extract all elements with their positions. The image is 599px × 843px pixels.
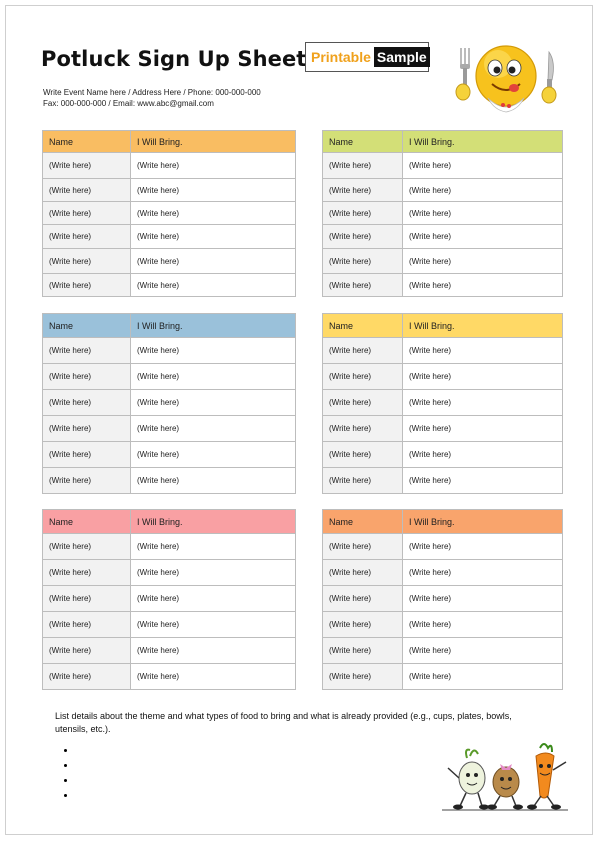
table-row: [43, 274, 296, 297]
table-row: [323, 664, 563, 690]
table-row: [43, 534, 296, 560]
table-row: [323, 560, 563, 586]
name-cell[interactable]: (Write here): [323, 416, 403, 442]
bring-cell[interactable]: (Write here): [403, 274, 563, 297]
name-cell[interactable]: (Write here): [323, 338, 403, 364]
bring-cell[interactable]: (Write here): [403, 560, 563, 586]
dancing-vegetables-icon: [440, 740, 572, 815]
bring-cell[interactable]: (Write here): [131, 468, 296, 494]
header-i-will-bring: I Will Bring.: [403, 131, 563, 153]
table-header-row: [323, 510, 563, 534]
table-row: [323, 442, 563, 468]
table-row: [323, 364, 563, 390]
bring-cell[interactable]: (Write here): [131, 364, 296, 390]
table-row: [43, 364, 296, 390]
bring-cell[interactable]: (Write here): [403, 202, 563, 225]
name-cell[interactable]: (Write here): [323, 638, 403, 664]
carrot-icon: [527, 744, 566, 810]
bring-cell[interactable]: (Write here): [131, 638, 296, 664]
bring-cell[interactable]: (Write here): [131, 534, 296, 560]
bring-cell[interactable]: (Write here): [131, 179, 296, 202]
bring-cell[interactable]: (Write here): [403, 390, 563, 416]
bring-cell[interactable]: (Write here): [131, 338, 296, 364]
name-cell[interactable]: (Write here): [323, 468, 403, 494]
table-row: [323, 586, 563, 612]
name-cell[interactable]: (Write here): [43, 364, 131, 390]
name-cell[interactable]: (Write here): [323, 202, 403, 225]
name-cell[interactable]: (Write here): [323, 534, 403, 560]
bring-cell[interactable]: (Write here): [131, 586, 296, 612]
table-header-row: [323, 131, 563, 153]
name-cell[interactable]: (Write here): [43, 534, 131, 560]
bullet-list: [62, 743, 76, 803]
table-row: [323, 274, 563, 297]
header-name: Name: [323, 314, 403, 338]
table-row: [323, 612, 563, 638]
bring-cell[interactable]: (Write here): [403, 468, 563, 494]
header-name: Name: [43, 314, 131, 338]
name-cell[interactable]: (Write here): [43, 153, 131, 179]
name-cell[interactable]: (Write here): [323, 364, 403, 390]
bring-cell[interactable]: (Write here): [403, 534, 563, 560]
onion-icon: [448, 750, 489, 810]
bring-cell[interactable]: (Write here): [403, 586, 563, 612]
name-cell[interactable]: (Write here): [43, 249, 131, 274]
table-row: [323, 468, 563, 494]
name-cell[interactable]: (Write here): [43, 416, 131, 442]
name-cell[interactable]: (Write here): [43, 442, 131, 468]
table-row: [323, 638, 563, 664]
table-row: [43, 202, 296, 225]
bring-cell[interactable]: (Write here): [403, 638, 563, 664]
name-cell[interactable]: (Write here): [43, 179, 131, 202]
name-cell[interactable]: (Write here): [323, 586, 403, 612]
event-info-line: Write Event Name here / Address Here / Phone: 000-000-000: [43, 88, 261, 97]
name-cell[interactable]: (Write here): [43, 586, 131, 612]
header-name: Name: [323, 131, 403, 153]
theme-notes: List details about the theme and what types of food to bring and what is already provided (e.g., cups, plates, bowls, utensils, etc.).: [55, 711, 512, 734]
bring-cell[interactable]: (Write here): [131, 274, 296, 297]
signup-table: [42, 130, 296, 297]
table-row: [323, 202, 563, 225]
table-row: [323, 390, 563, 416]
signup-table: [322, 509, 563, 690]
bring-cell[interactable]: (Write here): [131, 416, 296, 442]
bring-cell[interactable]: (Write here): [403, 442, 563, 468]
name-cell[interactable]: (Write here): [323, 612, 403, 638]
bring-cell[interactable]: (Write here): [131, 664, 296, 690]
badge-sample-text: Sample: [374, 47, 430, 67]
table-row: [323, 179, 563, 202]
table-row: [43, 416, 296, 442]
table-row: [323, 249, 563, 274]
name-cell[interactable]: (Write here): [323, 274, 403, 297]
name-cell[interactable]: (Write here): [323, 664, 403, 690]
name-cell[interactable]: (Write here): [323, 153, 403, 179]
name-cell[interactable]: (Write here): [323, 249, 403, 274]
table-row: [43, 560, 296, 586]
table-row: [43, 468, 296, 494]
contact-info-line: Fax: 000-000-000 / Email: www.abc@gmail.com: [43, 99, 214, 108]
header-i-will-bring: I Will Bring.: [403, 314, 563, 338]
table-header-row: [43, 131, 296, 153]
bring-cell[interactable]: (Write here): [403, 664, 563, 690]
table-header-row: [43, 510, 296, 534]
table-row: [43, 249, 296, 274]
name-cell[interactable]: (Write here): [43, 638, 131, 664]
name-cell[interactable]: (Write here): [43, 664, 131, 690]
name-cell[interactable]: (Write here): [43, 202, 131, 225]
signup-table: [322, 130, 563, 297]
bring-cell[interactable]: (Write here): [403, 153, 563, 179]
table-row: [323, 153, 563, 179]
header-i-will-bring: I Will Bring.: [131, 314, 296, 338]
table-row: [43, 442, 296, 468]
bring-cell[interactable]: (Write here): [131, 612, 296, 638]
bring-cell[interactable]: (Write here): [403, 249, 563, 274]
table-row: [323, 338, 563, 364]
name-cell[interactable]: (Write here): [323, 225, 403, 249]
bring-cell[interactable]: (Write here): [403, 338, 563, 364]
bring-cell[interactable]: (Write here): [131, 442, 296, 468]
name-cell[interactable]: (Write here): [323, 442, 403, 468]
name-cell[interactable]: (Write here): [43, 225, 131, 249]
table-header-row: [323, 314, 563, 338]
table-header-row: [43, 314, 296, 338]
bring-cell[interactable]: (Write here): [403, 364, 563, 390]
table-row: [43, 153, 296, 179]
signup-table: [42, 509, 296, 690]
name-cell[interactable]: (Write here): [323, 560, 403, 586]
bring-cell[interactable]: (Write here): [131, 225, 296, 249]
bring-cell[interactable]: (Write here): [131, 390, 296, 416]
bring-cell[interactable]: (Write here): [403, 416, 563, 442]
header-name: Name: [323, 510, 403, 534]
page-title: Potluck Sign Up Sheet: [41, 47, 307, 71]
table-row: [43, 225, 296, 249]
name-cell[interactable]: (Write here): [43, 560, 131, 586]
name-cell[interactable]: (Write here): [43, 274, 131, 297]
table-row: [43, 338, 296, 364]
bring-cell[interactable]: (Write here): [131, 153, 296, 179]
name-cell[interactable]: (Write here): [43, 390, 131, 416]
header-i-will-bring: I Will Bring.: [403, 510, 563, 534]
bring-cell[interactable]: (Write here): [131, 202, 296, 225]
table-row: [323, 225, 563, 249]
bring-cell[interactable]: (Write here): [131, 249, 296, 274]
bring-cell[interactable]: (Write here): [131, 560, 296, 586]
bring-cell[interactable]: (Write here): [403, 179, 563, 202]
name-cell[interactable]: (Write here): [323, 179, 403, 202]
table-row: [43, 612, 296, 638]
name-cell[interactable]: (Write here): [43, 338, 131, 364]
table-row: [43, 586, 296, 612]
fork-icon: [456, 48, 470, 100]
badge-printable-text: Printable: [311, 49, 371, 65]
table-row: [323, 534, 563, 560]
table-row: [43, 390, 296, 416]
hungry-smiley-with-fork-and-knife-icon: [448, 40, 566, 120]
header-i-will-bring: I Will Bring.: [131, 510, 296, 534]
table-row: [43, 179, 296, 202]
header-name: Name: [43, 131, 131, 153]
signup-table: [322, 313, 563, 494]
knife-icon: [542, 52, 556, 103]
name-cell[interactable]: (Write here): [43, 468, 131, 494]
printable-sample-badge: [305, 42, 429, 72]
table-row: [323, 416, 563, 442]
signup-table: [42, 313, 296, 494]
bring-cell[interactable]: (Write here): [403, 225, 563, 249]
header-i-will-bring: I Will Bring.: [131, 131, 296, 153]
table-row: [43, 638, 296, 664]
table-row: [43, 664, 296, 690]
potato-icon: [487, 764, 523, 810]
header-name: Name: [43, 510, 131, 534]
name-cell[interactable]: (Write here): [43, 612, 131, 638]
name-cell[interactable]: (Write here): [323, 390, 403, 416]
bring-cell[interactable]: (Write here): [403, 612, 563, 638]
